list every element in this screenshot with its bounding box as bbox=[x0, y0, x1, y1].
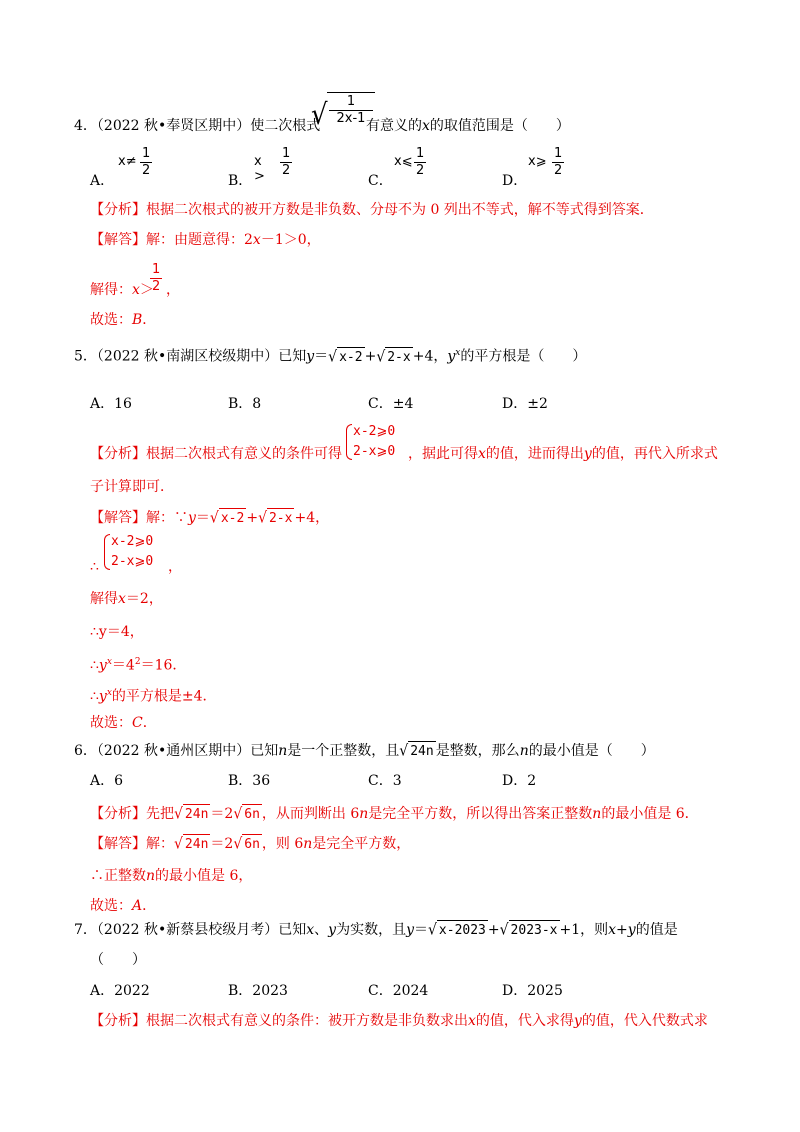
q4-option-b-label: B． bbox=[228, 173, 253, 189]
q4-answer-pre: 【解答】解：由题意得：2 bbox=[90, 232, 253, 248]
q4-solve bbox=[90, 280, 154, 300]
q5-stem-end: 的平方根是（ ） bbox=[460, 348, 587, 365]
q5-line-yx-val: ＝4 bbox=[111, 657, 135, 674]
q5-line-yx-end: ＝16． bbox=[140, 657, 187, 674]
q5-tail: +4， bbox=[412, 348, 448, 365]
q7-analysis-x: x bbox=[468, 1013, 476, 1029]
q7-plus: + bbox=[487, 922, 500, 938]
frac-num: 1 bbox=[416, 146, 425, 161]
q6-stem-mid: 是一个正整数，且 bbox=[287, 743, 400, 759]
q6-analysis-mid2: 是完全平方数，所以得出答案正整数 bbox=[368, 806, 593, 822]
q6-answer-mid: ，则 6 bbox=[261, 836, 304, 852]
q6-answer bbox=[90, 834, 410, 855]
q6-conclude bbox=[90, 866, 252, 886]
q5-rad2: 2-x bbox=[385, 347, 412, 368]
q6-answer-end: 是完全平方数， bbox=[312, 836, 411, 852]
frac-den: 2 bbox=[142, 163, 151, 178]
q5-sys2: 2-x⩾0 bbox=[353, 444, 396, 459]
q4-stem-text: 4．（2022 秋•奉贤区期中）使二次根式 bbox=[74, 118, 321, 134]
q4-answer-post: －1＞0， bbox=[260, 232, 321, 248]
q7-sum: x+y bbox=[608, 922, 636, 938]
q4-solve-pre: 解得： bbox=[90, 282, 132, 298]
q5-choice-end: ． bbox=[142, 715, 157, 731]
q5-analysis-x: x bbox=[478, 446, 486, 462]
q4-option-d-frac bbox=[552, 146, 564, 179]
q6-analysis-n: n bbox=[359, 806, 369, 822]
q5-line-yx-pre: ∴ bbox=[90, 657, 99, 674]
q5-answer-rad2: 2-x bbox=[267, 508, 294, 529]
q6-choice-pre: 故选： bbox=[90, 898, 132, 914]
q7-stem-pre: 7．（2022 秋•新蔡县校级月考）已知 bbox=[74, 922, 307, 938]
q5-analysis-rest bbox=[408, 444, 718, 464]
frac-num: 1 bbox=[282, 146, 291, 161]
q6-n-2: n bbox=[519, 743, 529, 759]
q7-analysis-y: y bbox=[573, 1013, 582, 1029]
q5-answer-sys2: 2-x⩾0 bbox=[111, 554, 154, 569]
frac-num: 1 bbox=[554, 146, 563, 161]
q6-stem bbox=[74, 741, 655, 762]
q6-conclude-n: n bbox=[146, 868, 156, 884]
q4-stem-end: 的取值范围是（ ） bbox=[429, 118, 570, 134]
q5-rad1: x-2 bbox=[337, 347, 364, 368]
q6-analysis-radical-2: √ 6n bbox=[233, 804, 262, 825]
q6-analysis-pre: 【分析】先把 bbox=[90, 806, 174, 822]
q6-option-d[interactable]: D．2 bbox=[502, 773, 537, 789]
q6-analysis-rad: 24n bbox=[183, 804, 210, 825]
q6-analysis bbox=[90, 804, 699, 825]
q5-analysis-system bbox=[345, 422, 395, 462]
q5-line-sqrt bbox=[90, 683, 217, 707]
frac-den: 2 bbox=[416, 163, 425, 178]
q5-stem-pre: 5．（2022 秋•南湖区校级期中）已知 bbox=[74, 348, 307, 365]
q5-analysis-y: y bbox=[583, 446, 592, 462]
q6-option-a[interactable]: A．6 bbox=[90, 773, 124, 789]
q4-stem bbox=[74, 116, 320, 136]
q5-line-yx-exp: x bbox=[106, 657, 112, 667]
q7-radical-1: √ x-2023 bbox=[428, 920, 488, 941]
q4-choice bbox=[90, 310, 156, 330]
q5-option-c[interactable]: C．±4 bbox=[368, 396, 414, 412]
q7-stem-mid: 为实数，且 bbox=[336, 922, 407, 938]
q5-line-yx-square: 2 bbox=[134, 657, 141, 667]
q5-eq: ＝ bbox=[314, 348, 329, 365]
q5-yx-exp: x bbox=[455, 348, 461, 358]
q6-answer-eq: ＝2 bbox=[210, 836, 234, 852]
q4-option-a-label: A． bbox=[90, 173, 115, 189]
q7-option-c[interactable]: C．2024 bbox=[368, 983, 429, 999]
q6-answer-pre: 【解答】解： bbox=[90, 836, 174, 852]
q5-choice-letter: C bbox=[132, 715, 143, 731]
q4-option-d-label: D． bbox=[502, 173, 528, 189]
q7-tail: +1，则 bbox=[559, 922, 609, 938]
q6-analysis-rad2: 6n bbox=[242, 804, 262, 825]
q6-rad: 24n bbox=[408, 741, 435, 762]
q4-var: x bbox=[422, 118, 430, 134]
q5-solve-val: ＝2， bbox=[125, 591, 163, 607]
q6-conclude-pre: ∴正整数 bbox=[90, 868, 146, 884]
q7-option-a[interactable]: A．2022 bbox=[90, 983, 150, 999]
q7-y: y bbox=[328, 922, 337, 938]
q4-choice-letter: B bbox=[132, 312, 143, 328]
q5-answer-radical-2: √ 2-x bbox=[258, 508, 294, 529]
q6-choice bbox=[90, 896, 156, 916]
q7-analysis-mid: 的值，代入求得 bbox=[475, 1013, 574, 1029]
q4-fraction-den: 2x-1 bbox=[336, 111, 366, 126]
q5-choice-pre: 故选： bbox=[90, 715, 132, 731]
q6-conclude-end: 的最小值是 6， bbox=[155, 868, 253, 884]
q4-solve-x: x bbox=[132, 282, 140, 298]
q5-option-b[interactable]: B．8 bbox=[228, 396, 262, 412]
q4-option-a-frac bbox=[140, 146, 152, 179]
q4-stem-tail bbox=[366, 116, 570, 136]
q7-option-b[interactable]: B．2023 bbox=[228, 983, 288, 999]
q5-answer bbox=[90, 508, 329, 529]
q4-option-a-rel: x≠ bbox=[118, 154, 137, 169]
q7-rad1: x-2023 bbox=[437, 920, 488, 941]
q6-radical: √ 24n bbox=[399, 741, 435, 762]
q5-answer-plus: + bbox=[246, 510, 259, 526]
q6-answer-rad: 24n bbox=[183, 834, 210, 855]
frac-num: 1 bbox=[152, 262, 161, 277]
q5-stem bbox=[74, 343, 586, 368]
q4-choice-end: ． bbox=[142, 312, 157, 328]
q7-x: x bbox=[306, 922, 315, 938]
q4-option-b-frac bbox=[280, 146, 292, 179]
q5-analysis bbox=[90, 444, 342, 464]
q5-analysis-mid2: 的值，进而得出 bbox=[485, 446, 584, 462]
q5-line-yx-base: y bbox=[98, 657, 107, 674]
q5-answer-system bbox=[103, 532, 153, 572]
q4-analysis: 【分析】根据二次根式的被开方数是非负数、分母不为 0 列出不等式，解不等式得到答案． bbox=[90, 202, 654, 218]
frac-den: 2 bbox=[554, 163, 563, 178]
q6-analysis-n-2: n bbox=[592, 806, 602, 822]
q7-eq: ＝ bbox=[414, 922, 428, 938]
q6-answer-n: n bbox=[303, 836, 313, 852]
q7-analysis-pre: 【分析】根据二次根式有意义的条件：被开方数是非负数求出 bbox=[90, 1013, 468, 1029]
q4-solve-rel: ＞ bbox=[139, 282, 154, 298]
q5-radical-2: √ 2-x bbox=[376, 347, 412, 368]
q5-line-yx bbox=[90, 652, 186, 676]
q4-fraction-num: 1 bbox=[329, 94, 373, 111]
q4-choice-pre: 故选： bbox=[90, 312, 132, 328]
q4-stem-post: 有意义的 bbox=[366, 118, 422, 134]
q7-analysis-end: 的值，代入代数式求 bbox=[581, 1013, 708, 1029]
radical-sign: √ bbox=[311, 98, 328, 132]
q5-analysis-end: 的值，再代入所求式 bbox=[591, 446, 718, 462]
q5-line-sqrt-pre: ∴ bbox=[90, 688, 99, 705]
frac-den: 2 bbox=[152, 279, 161, 294]
q7-stem-end: 的值是 bbox=[635, 922, 678, 938]
q4-option-c-rel: x⩽ bbox=[394, 154, 413, 169]
q6-stem-pre: 6．（2022 秋•通州区期中）已知 bbox=[74, 743, 279, 759]
q6-analysis-end: 的最小值是 6． bbox=[601, 806, 699, 822]
q5-answer-y: y bbox=[188, 510, 196, 526]
q5-line-sqrt-end: 的平方根是±4． bbox=[111, 688, 217, 705]
q5-answer-radical-1: √ x-2 bbox=[210, 508, 246, 529]
q6-answer-radical: √ 24n bbox=[174, 834, 210, 855]
q4-option-d-rel: x⩾ bbox=[528, 154, 547, 169]
q5-y: y bbox=[306, 348, 315, 365]
q6-analysis-radical: √ 24n bbox=[174, 804, 210, 825]
q6-stem-end: 的最小值是（ ） bbox=[528, 743, 655, 759]
q5-line-sqrt-base: y bbox=[98, 688, 107, 705]
q5-line-y: ∴y＝4， bbox=[90, 624, 144, 640]
q6-option-c[interactable]: C．3 bbox=[368, 773, 402, 789]
q7-y-2: y bbox=[406, 922, 414, 938]
q4-option-c-frac bbox=[414, 146, 426, 179]
q4-option-b-rel: x > bbox=[254, 154, 265, 184]
q7-paren: （ ） bbox=[90, 952, 146, 968]
q5-analysis-line2: 子计算即可． bbox=[90, 479, 174, 495]
q7-sep: 、 bbox=[314, 922, 329, 938]
q5-line-sqrt-exp: x bbox=[106, 688, 112, 698]
q5-choice bbox=[90, 713, 157, 733]
q6-choice-letter: A bbox=[132, 898, 143, 914]
q6-answer-rad2: 6n bbox=[242, 834, 262, 855]
q6-analysis-mid: ，从而判断出 6 bbox=[261, 806, 360, 822]
q7-rad2: 2023-x bbox=[509, 920, 560, 941]
q4-solve-end: ， bbox=[166, 282, 180, 298]
q5-answer-tail: +4， bbox=[294, 510, 330, 526]
q6-answer-radical-2: √ 6n bbox=[233, 834, 262, 855]
frac-den: 2 bbox=[282, 163, 291, 178]
q5-analysis-pre: 【分析】根据二次根式有意义的条件可得 bbox=[90, 446, 342, 462]
frac-num: 1 bbox=[142, 146, 151, 161]
q5-answer-sys1: x-2⩾0 bbox=[111, 534, 154, 549]
q5-analysis-mid: ，据此可得 bbox=[408, 446, 478, 462]
q4-option-c-label: C． bbox=[368, 173, 393, 189]
q5-solve-pre: 解得 bbox=[90, 591, 118, 607]
q5-option-a[interactable]: A．16 bbox=[90, 396, 132, 412]
q5-solve-x: x bbox=[118, 591, 126, 607]
q5-radical-1: √ x-2 bbox=[328, 347, 364, 368]
q7-analysis bbox=[90, 1011, 708, 1031]
q6-n: n bbox=[278, 743, 288, 759]
q5-plus: + bbox=[364, 348, 377, 365]
q5-solve bbox=[90, 589, 163, 609]
q7-option-d[interactable]: D．2025 bbox=[502, 983, 563, 999]
q5-answer-pre: 【解答】解：∵ bbox=[90, 510, 188, 526]
q5-answer-eq: ＝ bbox=[195, 510, 210, 526]
q5-option-d[interactable]: D．±2 bbox=[502, 396, 548, 412]
q4-answer-x: x bbox=[252, 232, 261, 248]
q6-option-b[interactable]: B．36 bbox=[228, 773, 271, 789]
q5-answer-rad1: x-2 bbox=[219, 508, 246, 529]
q5-yx-base: y bbox=[447, 348, 456, 365]
q7-stem bbox=[74, 920, 678, 941]
q5-therefore: ∴ bbox=[90, 559, 99, 575]
q4-answer bbox=[90, 230, 321, 250]
q4-solve-frac bbox=[150, 262, 162, 295]
q5-system-end: ， bbox=[168, 559, 182, 575]
q6-analysis-eq: ＝2 bbox=[210, 806, 234, 822]
q5-sys1: x-2⩾0 bbox=[353, 424, 396, 439]
q6-stem-mid2: 是整数，那么 bbox=[435, 743, 520, 759]
q6-choice-end: ． bbox=[142, 898, 157, 914]
q7-radical-2: √ 2023-x bbox=[500, 920, 560, 941]
